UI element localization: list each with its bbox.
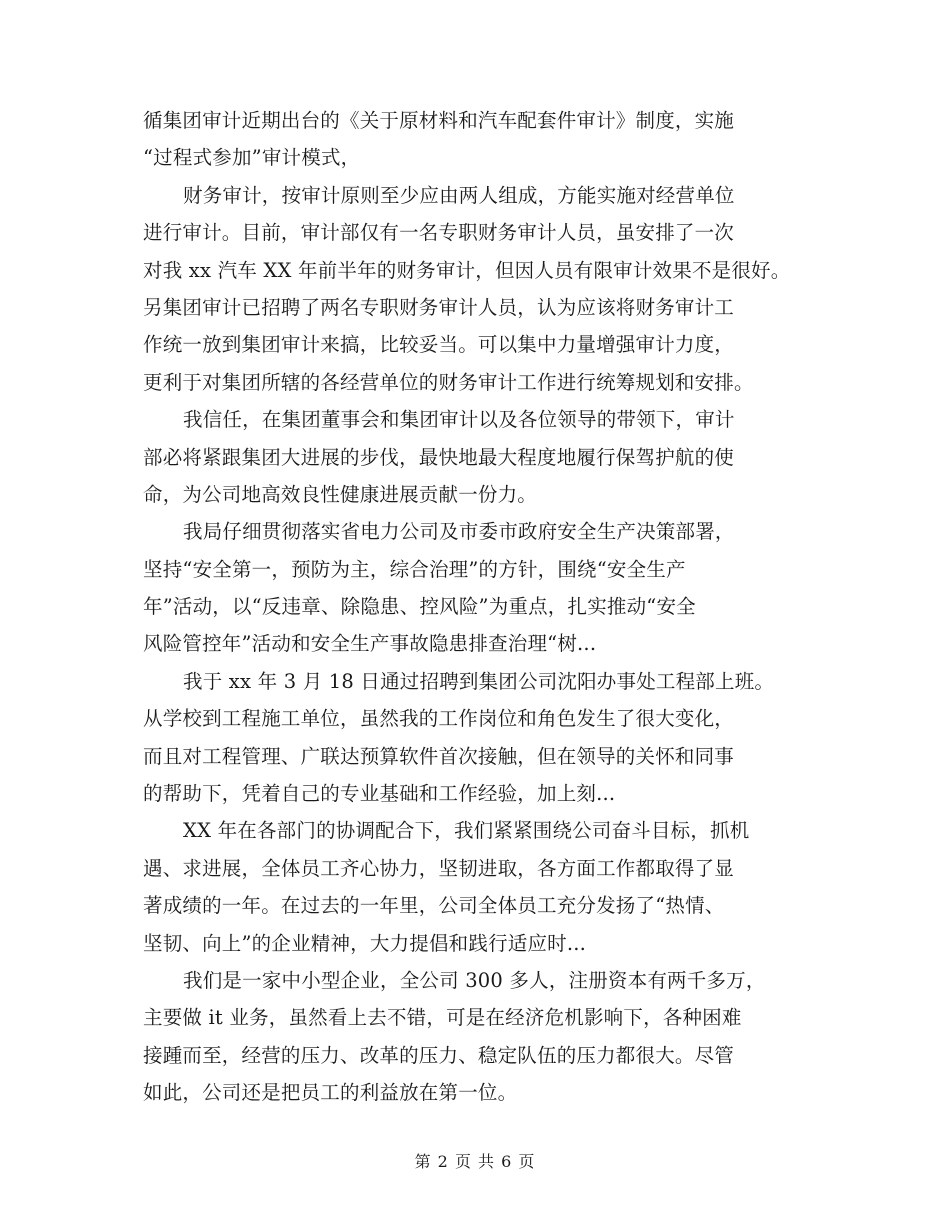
paragraph-6 <box>143 812 833 962</box>
text-line: 从学校到工程施工单位，虽然我的工作岗位和角色发生了很大变化， <box>143 707 735 731</box>
text-line: 风险管控年”活动和安全生产事故隐患排查治理“树... <box>143 632 597 656</box>
text-line: 我们是一家中小型企业，全公司 300 多人，注册资本有两千多万， <box>183 968 766 992</box>
text-line: 对我 xx 汽车 XX 年前半年的财务审计，但因人员有限审计效果不是很好。 <box>143 258 791 282</box>
text-line: 财务审计，按审计原则至少应由两人组成，方能实施对经营单位 <box>183 183 735 207</box>
text-line: 部必将紧跟集团大进展的步伐，最快地最大程度地履行保驾护航的使 <box>143 445 735 469</box>
text-line: 而且对工程管理、广联达预算软件首次接触，但在领导的关怀和同事 <box>143 744 735 768</box>
text-line: 接踵而至，经营的压力、改革的压力、稳定队伍的压力都很大。尽管 <box>143 1043 735 1067</box>
text-line: 命，为公司地高效良性健康进展贡献一份力。 <box>143 482 538 506</box>
text-line: 循集团审计近期出台的《关于原材料和汽车配套件审计》制度，实施 <box>143 109 735 132</box>
paragraph-1 <box>143 102 833 177</box>
paragraph-5 <box>143 663 833 813</box>
text-line: 主要做 it 业务，虽然看上去不错，可是在经济危机影响下，各种困难 <box>143 1006 742 1030</box>
text-line: 年”活动，以“反违章、除隐患、控风险”为重点，扎实推动“安全 <box>143 595 696 619</box>
text-line: 如此，公司还是把员工的利益放在第一位。 <box>143 1081 518 1105</box>
text-line: 作统一放到集团审计来搞，比较妥当。可以集中力量增强审计力度， <box>143 333 735 357</box>
text-line: 我信任，在集团董事会和集团审计以及各位领导的带领下，审计 <box>183 408 735 432</box>
text-line: 坚持“安全第一，预防为主，综合治理”的方针，围绕“安全生产 <box>143 557 686 581</box>
text-line: “过程式参加”审计模式， <box>143 146 361 170</box>
paragraph-3 <box>143 401 833 513</box>
paragraph-7 <box>143 962 833 1112</box>
text-line: 更利于对集团所辖的各经营单位的财务审计工作进行统筹规划和安排。 <box>143 370 754 394</box>
text-line: XX 年在各部门的协调配合下，我们紧紧围绕公司奋斗目标，抓机 <box>183 819 750 843</box>
text-line: 进行审计。目前，审计部仅有一名专职财务审计人员，虽安排了一次 <box>143 221 735 245</box>
text-line: 我局仔细贯彻落实省电力公司及市委市政府安全生产决策部署， <box>183 520 735 544</box>
paragraph-4 <box>143 513 833 663</box>
text-line: 另集团审计已招聘了两名专职财务审计人员，认为应该将财务审计工 <box>143 295 735 319</box>
text-line: 我于 xx 年 3 月 18 日通过招聘到集团公司沈阳办事处工程部上班。 <box>183 669 775 693</box>
page-number-footer: 第 2 页 共 6 页 <box>414 1152 536 1171</box>
text-line: 遇、求进展，全体员工齐心协力，坚韧进取，各方面工作都取得了显 <box>143 856 735 880</box>
text-line: 著成绩的一年。在过去的一年里，公司全体员工充分发扬了“热情、 <box>143 894 725 918</box>
text-line: 坚韧、向上”的企业精神，大力提倡和践行适应时... <box>143 931 587 955</box>
document-body <box>143 102 833 1112</box>
paragraph-2 <box>143 177 833 401</box>
text-line: 的帮助下，凭着自己的专业基础和工作经验，加上刻... <box>143 782 616 806</box>
